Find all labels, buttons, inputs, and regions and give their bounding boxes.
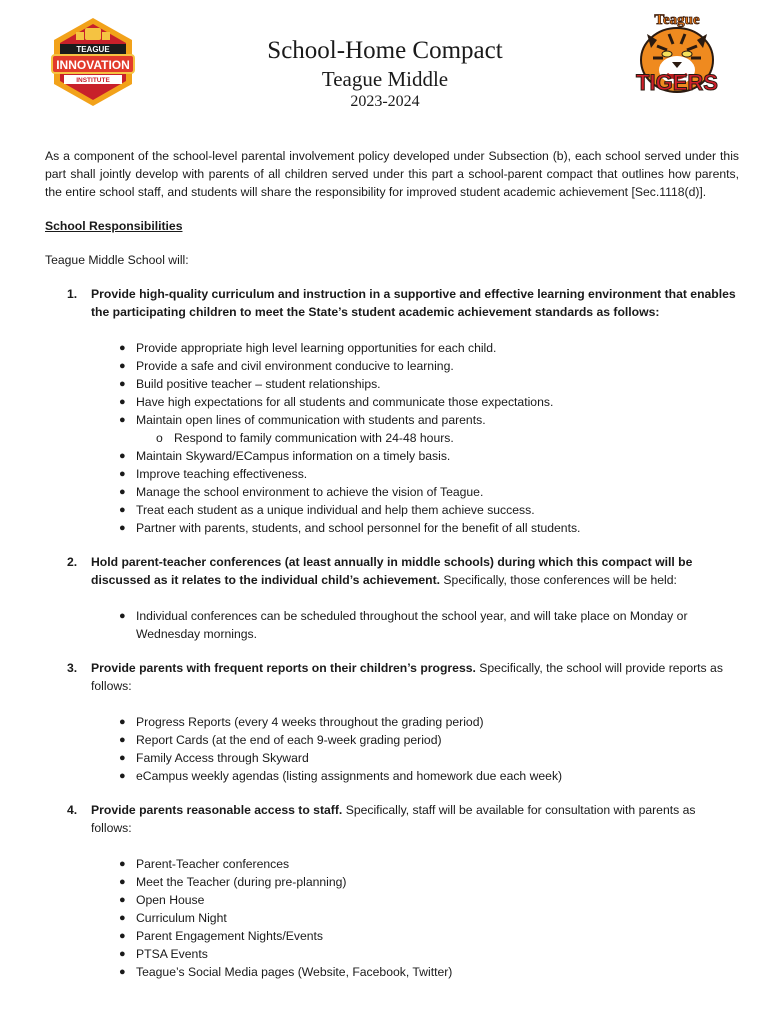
bullet-list — [91, 339, 739, 537]
item-number: 4. — [67, 803, 78, 817]
bullet-text: PTSA Events — [136, 947, 208, 961]
bullet-item — [91, 731, 739, 749]
bullet-item — [91, 855, 739, 873]
sub-bullet-text: Respond to family communication with 24-48 hours. — [174, 431, 454, 445]
bullet-item — [91, 393, 739, 411]
bullet-icon: ● — [119, 912, 126, 924]
bullet-list — [91, 607, 739, 643]
bullet-icon: ● — [119, 966, 126, 978]
bullet-text: Curriculum Night — [136, 911, 227, 925]
bullet-text: Teague’s Social Media pages (Website, Facebook, Twitter) — [136, 965, 453, 979]
item-detail-text: Specifically, staff will be available for consultation with parents as follows: — [91, 803, 696, 835]
item-detail-text: Specifically, those conferences will be held: — [440, 573, 677, 587]
bullet-item — [91, 945, 739, 963]
bullet-icon: ● — [119, 948, 126, 960]
item-lead-text: Provide parents with frequent reports on their children’s progress. — [91, 661, 476, 675]
bullet-text: eCampus weekly agendas (listing assignments and homework due each week) — [136, 769, 563, 783]
bullet-item — [91, 483, 739, 501]
bullet-text: Have high expectations for all students and communicate those expectations. — [136, 395, 554, 409]
item-number: 2. — [67, 555, 78, 569]
bullet-icon: ● — [119, 396, 126, 408]
bullet-icon: ● — [119, 770, 126, 782]
bullet-text: Build positive teacher – student relationships. — [136, 377, 381, 391]
bullet-text: Treat each student as a unique individual and help them achieve success. — [136, 503, 535, 517]
item-lead-text: Hold parent-teacher conferences (at least annually in middle schools) during which this compact will be discussed as it relates to the individual child’s achievement. — [91, 555, 693, 587]
bullet-icon: ● — [119, 414, 126, 426]
bullet-text: Improve teaching effectiveness. — [136, 467, 308, 481]
item-number: 1. — [67, 287, 78, 301]
responsibility-item — [45, 659, 739, 785]
item-lead-text: Provide high-quality curriculum and instruction in a supportive and effective learning environment that enables the participating children to meet the State’s student academic achievement standards as follows: — [91, 287, 736, 319]
bullet-item — [91, 927, 739, 945]
bullet-text: Individual conferences can be scheduled throughout the school year, and will take place on Monday or Wednesday mornings. — [136, 609, 688, 641]
school-year: 2023-2024 — [350, 93, 420, 110]
bullet-item — [91, 519, 739, 537]
logo-left-label-institute: INSTITUTE — [76, 77, 110, 84]
sub-bullet-item — [136, 429, 739, 447]
bullet-item — [91, 749, 739, 767]
bullet-item — [91, 357, 739, 375]
bullet-text: Family Access through Skyward — [136, 751, 309, 765]
bullet-item — [91, 767, 739, 785]
bullet-item — [91, 411, 739, 447]
bullet-text: Open House — [136, 893, 205, 907]
bullet-icon: ● — [119, 522, 126, 534]
responsibility-item — [45, 285, 739, 537]
bullet-text: Provide a safe and civil environment conducive to learning. — [136, 359, 454, 373]
bullet-icon: ● — [119, 876, 126, 888]
bullet-icon: ● — [119, 450, 126, 462]
bullet-icon: ● — [119, 342, 126, 354]
logo-left-label-innovation: INNOVATION — [56, 58, 130, 72]
bullet-item — [91, 963, 739, 981]
item-detail-text: Specifically, the school will provide reports as follows: — [91, 661, 723, 693]
bullet-text: Report Cards (at the end of each 9-week grading period) — [136, 733, 442, 747]
logo-right-label-tigers: TIGERS — [636, 70, 718, 95]
bullet-icon: ● — [119, 378, 126, 390]
bullet-icon: ● — [119, 504, 126, 516]
bullet-item — [91, 447, 739, 465]
bullet-icon: ● — [119, 734, 126, 746]
responsibility-item — [45, 553, 739, 643]
bullet-text: Manage the school environment to achieve the vision of Teague. — [136, 485, 484, 499]
bullet-item — [91, 909, 739, 927]
sub-bullet-list — [136, 429, 739, 447]
item-lead-text: Provide parents reasonable access to staff. — [91, 803, 343, 817]
bullet-text: Maintain Skyward/ECampus information on a timely basis. — [136, 449, 451, 463]
bullet-list — [91, 855, 739, 981]
school-name: Teague Middle — [321, 67, 449, 91]
bullet-text: Partner with parents, students, and school personnel for the benefit of all students. — [136, 521, 581, 535]
bullet-item — [91, 873, 739, 891]
bullet-text: Meet the Teacher (during pre-planning) — [136, 875, 347, 889]
bullet-item — [91, 607, 739, 643]
bullet-text: Progress Reports (every 4 weeks throughout the grading period) — [136, 715, 484, 729]
item-number: 3. — [67, 661, 78, 675]
responsibility-item — [45, 801, 739, 981]
bullet-item — [91, 891, 739, 909]
bullet-icon: ● — [119, 486, 126, 498]
bullet-item — [91, 501, 739, 519]
school-will-line: Teague Middle School will: — [45, 253, 189, 267]
page-title: School-Home Compact — [267, 37, 503, 64]
bullet-text: Provide appropriate high level learning opportunities for each child. — [136, 341, 497, 355]
document-body — [45, 147, 739, 997]
bullet-item — [91, 465, 739, 483]
bullet-icon: ● — [119, 716, 126, 728]
bullet-icon: ● — [119, 894, 126, 906]
bullet-icon: ● — [119, 360, 126, 372]
bullet-list — [91, 713, 739, 785]
intro-paragraph: As a component of the school-level parental involvement policy developed under Subsection (b), each school served under this part shall jointly develop with parents of all children served under this part a school-parent compact that outlines how parents, the entire school staff, and students will share the responsibility for improved student academic achievement [Sec.1118(d)]. — [45, 149, 739, 199]
bullet-icon: ● — [119, 752, 126, 764]
logo-left-label-teague: TEAGUE — [76, 45, 110, 54]
bullet-icon: ● — [119, 858, 126, 870]
bullet-icon: ● — [119, 610, 126, 622]
bullet-text: Maintain open lines of communication with students and parents. — [136, 413, 486, 427]
bullet-icon: ● — [119, 930, 126, 942]
bullet-item — [91, 713, 739, 731]
hollow-bullet-icon: o — [156, 431, 163, 445]
responsibility-list — [45, 285, 739, 981]
bullet-text: Parent Engagement Nights/Events — [136, 929, 323, 943]
logo-right-label-teague: Teague — [654, 12, 700, 28]
bullet-item — [91, 339, 739, 357]
bullet-icon: ● — [119, 468, 126, 480]
bullet-item — [91, 375, 739, 393]
section-heading: School Responsibilities — [45, 219, 183, 233]
bullet-text: Parent-Teacher conferences — [136, 857, 290, 871]
